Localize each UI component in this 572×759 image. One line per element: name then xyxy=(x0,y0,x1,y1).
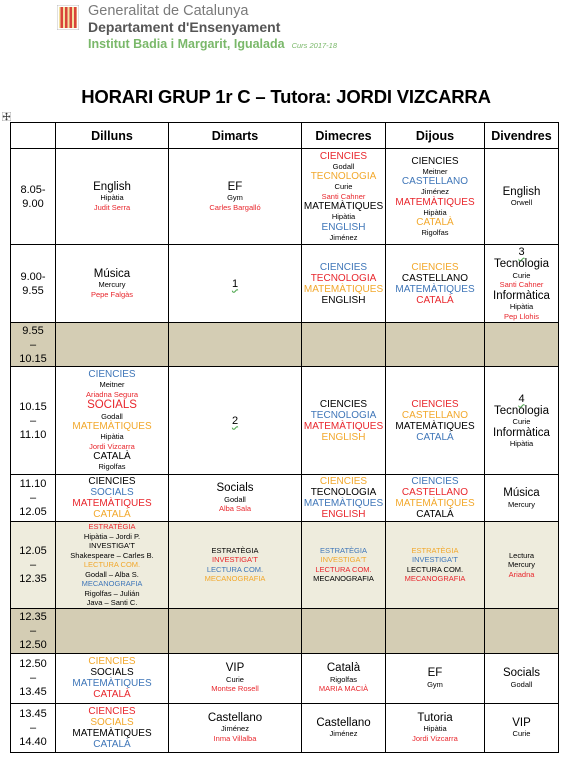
class-cell-dimarts xyxy=(169,245,302,323)
subject-label: ENGLISH xyxy=(321,431,366,443)
break-row xyxy=(11,608,559,653)
subject-label: Informàtica xyxy=(493,289,550,302)
subject-label: CIENCIES xyxy=(319,261,368,273)
subject-label: TECNOLOGIA xyxy=(310,272,377,284)
cell-detail: Meitner xyxy=(99,380,125,390)
cell-detail: Curie xyxy=(226,674,244,684)
subject-label: CATALÀ xyxy=(416,431,454,443)
class-cell-divendres xyxy=(485,653,559,703)
subject-label: Català xyxy=(326,662,361,675)
subject-label: Tecnologia xyxy=(494,404,549,417)
break-cell xyxy=(302,323,386,367)
subject-label: MATEMÀTIQUES xyxy=(395,420,475,432)
subject-label: SOCIALS xyxy=(90,487,134,498)
subject-label: English xyxy=(93,180,131,193)
subject-label: MATEMÀTIQUES xyxy=(303,420,384,432)
subject-label: Informàtica xyxy=(493,426,550,439)
subject-label: TECNOLOGIA xyxy=(310,487,377,498)
day-header-divendres: Divendres xyxy=(485,123,559,149)
subject-label: Socials xyxy=(216,482,254,495)
slot-number: 2 xyxy=(231,414,239,427)
subject-label: VIP xyxy=(225,662,245,675)
time-slot-text: 10.15 xyxy=(19,400,47,413)
cell-detail: Hipàtia xyxy=(509,302,534,311)
header-line-institut xyxy=(88,37,337,51)
cell-detail: Rigolfas – Julián xyxy=(84,588,140,598)
cell-detail: Jiménez xyxy=(329,232,358,242)
page-title: HORARI GRUP 1r C – Tutora: JORDI VIZCARRA xyxy=(81,86,491,107)
cell-detail: Orwell xyxy=(510,198,533,207)
time-slot-text: 9.00 xyxy=(22,197,44,210)
subject-label: MATEMÀTIQUES xyxy=(395,196,475,208)
subject-label: MATEMÀTIQUES xyxy=(395,498,475,509)
break-cell xyxy=(485,608,559,653)
subject-label: CASTELLANO xyxy=(401,409,469,421)
subject-label: CIENCIES xyxy=(411,155,459,167)
subject-label: CASTELLANO xyxy=(401,176,469,187)
cell-detail: LECTURA COM. xyxy=(315,564,372,574)
cell-detail: Godall xyxy=(224,494,246,504)
cell-detail: Hipàtia xyxy=(100,193,124,203)
cell-detail: Gym xyxy=(427,679,443,689)
time-slot-text: 11.10 xyxy=(19,428,47,441)
cell-detail: Rigolfas xyxy=(98,462,126,472)
cell-detail: Hipàtia – Jordi P. xyxy=(83,531,141,541)
break-cell xyxy=(302,608,386,653)
cell-detail: LECTURA COM. xyxy=(83,560,141,569)
cell-detail: MECANOGRAFIA xyxy=(404,574,466,584)
subject-label: CIENCIES xyxy=(319,476,368,487)
cell-detail: INVESTIGA'T xyxy=(211,555,259,565)
cell-detail: Mercury xyxy=(507,560,536,569)
time-slot-text: – xyxy=(29,414,37,427)
subject-label: CATALÀ xyxy=(93,689,131,700)
time-slot-text: – xyxy=(29,624,37,637)
break-cell xyxy=(169,323,302,367)
table-move-handle-icon[interactable] xyxy=(2,112,11,121)
cell-detail: Santi Cahner xyxy=(321,191,366,201)
class-cell-dijous xyxy=(386,475,485,522)
class-cell-dimarts xyxy=(169,703,302,752)
class-cell-dilluns xyxy=(56,367,169,475)
class-cell-dilluns xyxy=(56,475,169,522)
cell-detail: Pep Llohis xyxy=(503,311,540,321)
cell-detail: INVESTIGA'T xyxy=(320,555,367,565)
period-row xyxy=(11,475,559,522)
cell-detail: Curie xyxy=(512,729,531,738)
break-cell xyxy=(386,608,485,653)
time-slot xyxy=(11,323,56,367)
subject-label: TECNOLOGIA xyxy=(310,171,377,183)
class-cell-divendres xyxy=(485,703,559,752)
class-cell-divendres xyxy=(485,149,559,245)
class-cell-dimecres xyxy=(302,245,386,323)
cell-detail: Hipàtia xyxy=(423,207,447,217)
class-cell-dimarts xyxy=(169,475,302,522)
time-slot-text: 9.55 xyxy=(22,324,44,337)
subject-label: CIENCIES xyxy=(88,656,136,667)
time-slot xyxy=(11,367,56,475)
class-cell-dilluns xyxy=(56,245,169,323)
break-cell xyxy=(56,323,169,367)
class-cell-dimecres xyxy=(302,703,386,752)
class-cell-dimecres xyxy=(302,149,386,245)
time-slot-text: – xyxy=(29,721,37,734)
time-slot xyxy=(11,245,56,323)
class-cell-dimecres xyxy=(302,367,386,475)
cell-detail: Alba Sala xyxy=(218,504,252,514)
time-slot-text: 13.45 xyxy=(19,707,47,720)
subject-label: CASTELLANO xyxy=(401,487,469,498)
subject-label: CATALÀ xyxy=(93,451,131,463)
class-cell-dijous xyxy=(386,653,485,703)
subject-label: MATEMÀTIQUES xyxy=(72,727,152,739)
subject-label: ENGLISH xyxy=(321,509,366,520)
day-header-dimecres: Dimecres xyxy=(302,123,386,149)
slot-number: 1 xyxy=(231,277,239,290)
cell-detail: Lectura xyxy=(508,550,535,560)
subject-label: MATEMÀTIQUES xyxy=(72,421,152,433)
period-row xyxy=(11,653,559,703)
subject-label: ENGLISH xyxy=(321,294,366,306)
subject-label: CATALÀ xyxy=(416,217,454,228)
subject-label: SOCIALS xyxy=(90,716,134,728)
period-row xyxy=(11,149,559,245)
cell-detail: Jiménez xyxy=(329,729,358,738)
cell-detail: Godall – Alba S. xyxy=(85,569,139,579)
generalitat-logo-icon xyxy=(57,5,79,30)
subject-label: EF xyxy=(427,667,443,679)
subject-label: Socials xyxy=(502,667,541,679)
time-slot-text: 11.10 xyxy=(19,478,47,490)
time-slot-text: 8.05- xyxy=(20,183,46,196)
subject-label: Tutoria xyxy=(417,711,453,724)
subject-label: English xyxy=(502,185,541,198)
time-slot xyxy=(11,149,56,245)
class-cell-dimarts xyxy=(169,653,302,703)
time-slot xyxy=(11,475,56,522)
period-row xyxy=(11,522,559,609)
cell-detail: Judit Serra xyxy=(93,202,131,212)
subject-label: CASTELLANO xyxy=(401,272,469,284)
subject-label: Música xyxy=(93,267,131,280)
cell-detail: Mercury xyxy=(98,280,126,290)
cell-detail: Hipàtia xyxy=(423,724,447,734)
class-cell-dijous xyxy=(386,149,485,245)
cell-detail: INVESTIGA'T xyxy=(411,555,459,565)
cell-detail: Meitner xyxy=(422,166,448,176)
cell-detail: ESTRATÈGIA xyxy=(88,522,136,531)
cell-detail: LECTURA COM. xyxy=(406,564,464,574)
cell-detail: Mercury xyxy=(507,499,536,509)
cell-detail: Rigolfas xyxy=(421,228,449,237)
class-cell-dijous xyxy=(386,703,485,752)
subject-label: CATALÀ xyxy=(93,738,131,750)
subject-label: MATEMÀTIQUES xyxy=(303,498,384,509)
course-year: Curs 2017-18 xyxy=(291,41,338,50)
break-cell xyxy=(169,608,302,653)
subject-label: TECNOLOGIA xyxy=(310,409,377,421)
cell-detail: Hipàtia xyxy=(331,212,356,222)
subject-label: Tecnologia xyxy=(494,258,549,270)
day-header-dilluns: Dilluns xyxy=(56,123,169,149)
institut-name: Institut Badia i Margarit, Igualada xyxy=(88,37,285,51)
subject-label: CIENCIES xyxy=(88,476,136,487)
subject-label: CIENCIES xyxy=(88,705,136,717)
time-slot-text: – xyxy=(29,492,37,504)
class-cell-dimarts xyxy=(169,149,302,245)
class-cell-dimecres xyxy=(302,522,386,609)
day-header-dimarts: Dimarts xyxy=(169,123,302,149)
break-row xyxy=(11,323,559,367)
time-slot-text: 13.45 xyxy=(19,686,47,698)
time-slot xyxy=(11,703,56,752)
time-slot xyxy=(11,522,56,609)
class-cell-dijous xyxy=(386,522,485,609)
time-slot-text: 12.35 xyxy=(19,610,47,623)
cell-detail: INVESTIGA'T xyxy=(88,541,136,550)
class-cell-dimarts xyxy=(169,522,302,609)
subject-label: MATEMÀTIQUES xyxy=(303,283,384,295)
cell-detail: Montse Rosell xyxy=(211,684,259,694)
cell-detail: Jiménez xyxy=(421,187,449,196)
cell-detail: Jiménez xyxy=(221,724,249,734)
subject-label: CIENCIES xyxy=(319,398,368,410)
cell-detail: Curie xyxy=(334,182,353,192)
cell-detail: Godall xyxy=(101,411,123,421)
cell-detail: ESTRATÈGIA xyxy=(411,545,459,555)
class-cell-divendres xyxy=(485,522,559,609)
class-cell-dijous xyxy=(386,245,485,323)
cell-detail: Rigolfas xyxy=(329,674,358,684)
subject-label: CATALÀ xyxy=(416,294,454,306)
subject-label: CIENCIES xyxy=(411,476,459,487)
class-cell-dijous xyxy=(386,367,485,475)
cell-detail: MECANOGRAFIA xyxy=(204,574,266,584)
time-slot-text: – xyxy=(29,672,37,684)
subject-label: EF xyxy=(227,180,243,193)
cell-detail: Hipàtia xyxy=(100,432,124,442)
cell-detail: MECANOGRAFIA xyxy=(81,579,143,588)
cell-detail: Santi Cahner xyxy=(499,280,544,289)
subject-label: CIENCIES xyxy=(88,369,136,381)
corner-cell xyxy=(11,123,56,149)
cell-detail: Ariadna xyxy=(508,569,535,579)
subject-label: Música xyxy=(503,487,540,499)
time-slot xyxy=(11,608,56,653)
class-cell-divendres xyxy=(485,367,559,475)
class-cell-dimecres xyxy=(302,653,386,703)
subject-label: CIENCIES xyxy=(319,150,368,162)
time-slot-text: 12.50 xyxy=(19,638,47,651)
time-slot-text: 9.55 xyxy=(22,284,44,297)
time-slot-text: 12.50 xyxy=(19,658,47,670)
cell-detail: Pepe Falgàs xyxy=(90,289,134,299)
cell-detail: Hipàtia xyxy=(509,439,534,448)
break-cell xyxy=(485,323,559,367)
class-cell-dilluns xyxy=(56,149,169,245)
class-cell-dimecres xyxy=(302,475,386,522)
subject-label: Castellano xyxy=(316,716,371,729)
cell-detail: ESTRATÈGIA xyxy=(320,545,367,555)
subject-label: ENGLISH xyxy=(321,221,366,233)
cell-detail: Java – Santi C. xyxy=(86,598,138,607)
subject-label: MATEMÀTIQUES xyxy=(303,201,384,213)
day-header-dijous: Dijous xyxy=(386,123,485,149)
subject-label: CATALÀ xyxy=(93,509,131,520)
cell-detail: ESTRATÈGIA xyxy=(211,545,259,555)
cell-detail: Curie xyxy=(512,270,531,280)
break-cell xyxy=(386,323,485,367)
time-slot-text: 14.40 xyxy=(19,735,47,748)
class-cell-dimarts xyxy=(169,367,302,475)
header-line-departament: Departament d'Ensenyament xyxy=(88,19,281,35)
subject-label: SOCIALS xyxy=(90,667,134,678)
period-row xyxy=(11,367,559,475)
cell-detail: Shakespeare – Carles B. xyxy=(70,550,154,560)
subject-label: MATEMÀTIQUES xyxy=(72,498,152,509)
subject-label: CATALÀ xyxy=(416,509,454,520)
time-slot-text: 12.35 xyxy=(19,572,47,585)
subject-label: VIP xyxy=(512,716,531,729)
time-slot-text: 10.15 xyxy=(19,352,47,365)
class-cell-dilluns xyxy=(56,522,169,609)
subject-label: MATEMÀTIQUES xyxy=(395,283,475,295)
cell-detail: Carles Bargalló xyxy=(209,202,261,212)
cell-detail: Jordi Vizcarra xyxy=(412,733,458,743)
subject-label: Castellano xyxy=(207,711,263,724)
subject-label: SOCIALS xyxy=(87,399,137,412)
time-slot-text: – xyxy=(29,558,37,571)
period-row xyxy=(11,245,559,323)
cell-detail: MARIA MACIÀ xyxy=(318,684,369,694)
time-slot-text: 12.05 xyxy=(19,506,47,518)
subject-label: CIENCIES xyxy=(411,261,459,273)
class-cell-dilluns xyxy=(56,653,169,703)
cell-detail: Ariadna Segura xyxy=(85,389,139,399)
subject-label: MATEMÀTIQUES xyxy=(72,678,152,689)
cell-detail: Godall xyxy=(332,161,355,171)
time-slot-text: 9.00- xyxy=(20,270,46,283)
subject-label: CIENCIES xyxy=(411,398,459,410)
header-line-generalitat: Generalitat de Catalunya xyxy=(88,3,249,19)
cell-detail: LECTURA COM. xyxy=(206,564,264,574)
time-slot xyxy=(11,653,56,703)
time-slot-text: – xyxy=(29,338,37,351)
cell-detail: Gym xyxy=(227,193,243,203)
class-cell-dilluns xyxy=(56,703,169,752)
class-cell-divendres xyxy=(485,475,559,522)
cell-detail: Jordi Vizcarra xyxy=(89,441,135,451)
period-row xyxy=(11,703,559,752)
cell-detail: Godall xyxy=(510,679,533,689)
cell-detail: Curie xyxy=(512,417,531,426)
cell-detail: MECANOGRAFIA xyxy=(313,574,374,584)
cell-detail: Inma Villalba xyxy=(213,733,257,743)
slot-number: 4 xyxy=(518,392,525,405)
time-slot-text: 12.05 xyxy=(19,544,47,557)
slot-number: 3 xyxy=(518,246,525,258)
break-cell xyxy=(56,608,169,653)
class-cell-divendres xyxy=(485,245,559,323)
schedule-table xyxy=(10,122,559,753)
day-header-row xyxy=(11,123,559,149)
